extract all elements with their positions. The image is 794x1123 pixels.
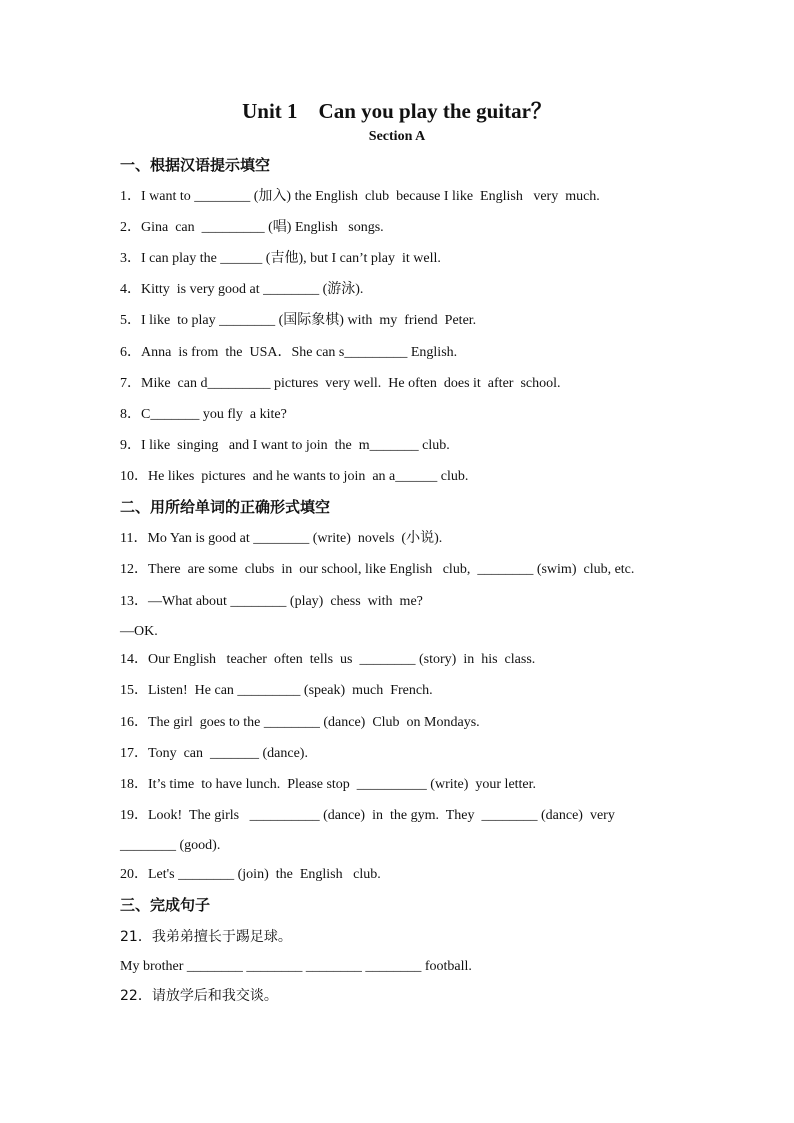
question-12: 12．There are some clubs in our school, like English club, ________ (swim) club, etc.	[120, 562, 635, 577]
question-11: 11．Mo Yan is good at ________ (write) novels (小说).	[120, 531, 443, 546]
question-8: 8．C_______ you fly a kite?	[120, 407, 287, 422]
question-22: 22．请放学后和我交谈。	[120, 988, 278, 1004]
question-6: 6．Anna is from the USA．She can s_________ English.	[120, 345, 458, 360]
section-subtitle: Section A	[368, 129, 426, 144]
question-21-answer: My brother ________ ________ ________ ________ football.	[120, 959, 472, 974]
question-4: 4．Kitty is very good at ________ (游泳).	[120, 282, 364, 297]
question-2: 2．Gina can _________ (唱) English songs.	[120, 220, 384, 235]
question-7: 7．Mike can d_________ pictures very well. He often does it after school.	[120, 376, 561, 391]
question-18: 18．It’s time to have lunch. Please stop __________ (write) your letter.	[120, 777, 537, 792]
section-heading-3: 三、完成句子	[120, 896, 211, 914]
question-16: 16．The girl goes to the ________ (dance) Club on Mondays.	[120, 715, 480, 730]
question-20: 20．Let's ________ (join) the English club.	[120, 867, 381, 882]
question-13-answer: —OK.	[120, 624, 158, 639]
question-1: 1．I want to ________ (加入) the English club because I like English very much.	[120, 189, 600, 204]
section-heading-2: 二、用所给单词的正确形式填空	[120, 498, 331, 516]
question-10: 10．He likes pictures and he wants to join an a______ club.	[120, 469, 469, 484]
question-17: 17．Tony can _______ (dance).	[120, 746, 308, 761]
question-14: 14．Our English teacher often tells us ________ (story) in his class.	[120, 652, 536, 667]
question-19-continued: ________ (good).	[120, 838, 221, 853]
page-title: Unit 1 Can you play the guitar？	[242, 99, 552, 123]
question-5: 5．I like to play ________ (国际象棋) with my friend Peter.	[120, 313, 477, 328]
question-19: 19．Look! The girls __________ (dance) in the gym. They ________ (dance) very	[120, 808, 615, 823]
question-15: 15．Listen! He can _________ (speak) much French.	[120, 683, 433, 698]
question-21: 21．我弟弟擅长于踢足球。	[120, 929, 292, 945]
question-9: 9．I like singing and I want to join the m_______ club.	[120, 438, 450, 453]
question-13: 13．—What about ________ (play) chess with me?	[120, 594, 423, 609]
section-heading-1: 一、根据汉语提示填空	[120, 156, 271, 174]
question-3: 3．I can play the ______ (吉他), but I can’t play it well.	[120, 251, 441, 266]
